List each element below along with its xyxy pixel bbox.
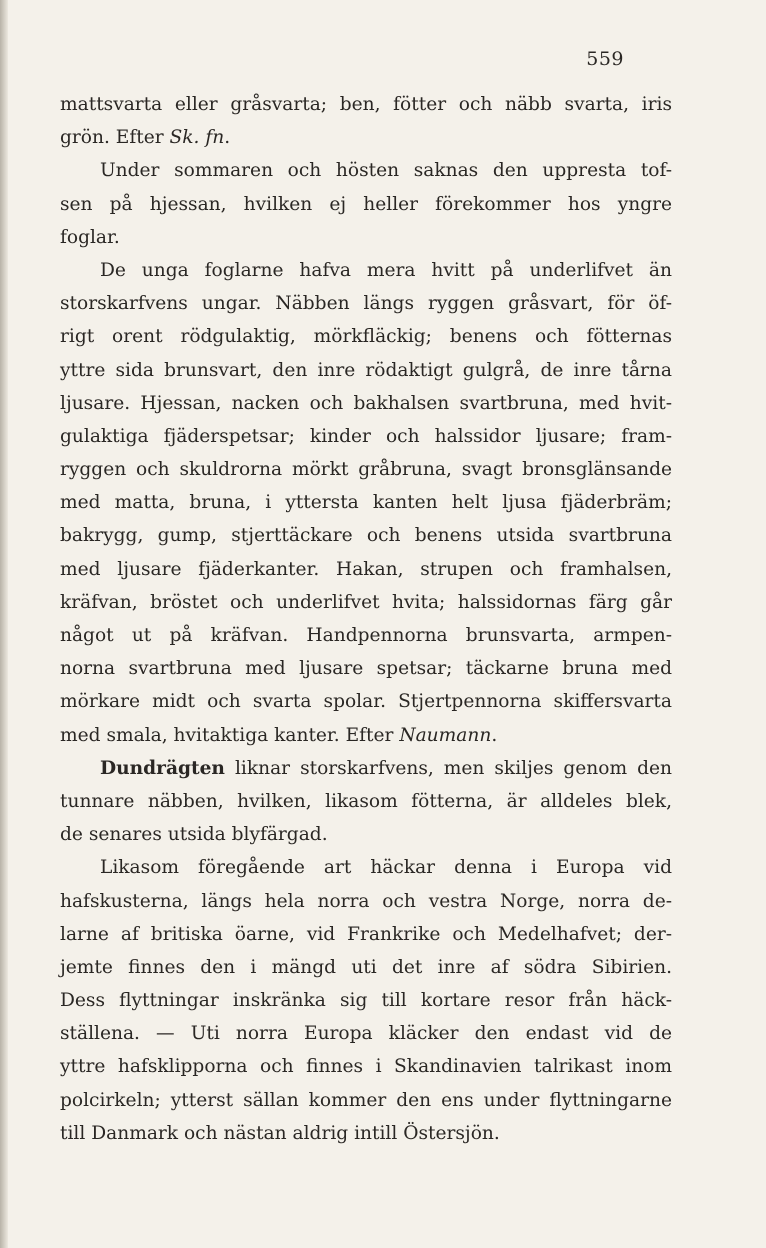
page-binding-edge <box>0 0 8 1248</box>
text-line: grön. Efter Sk. fn. <box>60 127 231 149</box>
text-line: med ljusare fjäderkanter. Hakan, strupen och framhalsen, <box>60 558 672 580</box>
body-text <box>60 88 672 1150</box>
text-line: storskarfvens ungar. Näbben längs ryggen gråsvart, för öf- <box>60 293 672 315</box>
text-line: de senares utsida blyfärgad. <box>60 824 328 846</box>
text-line: bakrygg, gump, stjerttäckare och benens utsida svartbruna <box>60 525 672 547</box>
text-line: mattsvarta eller gråsvarta; ben, fötter och näbb svarta, iris <box>60 94 672 115</box>
text-line: mörkare midt och svarta spolar. Stjertpennorna skiffersvarta <box>60 691 672 713</box>
text-line: De unga foglarne hafva mera hvitt på underlifvet än <box>100 259 672 281</box>
text-line: jemte finnes den i mängd uti det inre af södra Sibirien. <box>60 956 672 978</box>
citation-sk-fn: Sk. fn <box>169 127 225 149</box>
text-line: ljusare. Hjessan, nacken och bakhalsen svartbruna, med hvit- <box>60 392 672 414</box>
text-line: Likasom föregående art häckar denna i Europa vid <box>100 857 672 879</box>
text-line: något ut på kräfvan. Handpennorna brunsvarta, armpen- <box>60 625 672 646</box>
text-line: kräfvan, bröstet och underlifvet hvita; halssidornas färg går <box>60 591 672 613</box>
section-term-dundragten: Dundrägten <box>100 757 225 779</box>
text-line: till Danmark och nästan aldrig intill Östersjön. <box>60 1122 500 1144</box>
text-line: sen på hjessan, hvilken ej heller förekommer hos yngre <box>60 193 672 215</box>
text-line: med matta, bruna, i yttersta kanten helt ljusa fjäderbräm; <box>60 492 672 514</box>
text-line: Dess flyttningar inskränka sig till kortare resor från häck- <box>60 990 672 1012</box>
text-line: rigt orent rödgulaktig, mörkfläckig; benens och fötternas <box>60 326 672 348</box>
text-line: ryggen och skuldrorna mörkt gråbruna, svagt bronsglänsande <box>60 459 672 481</box>
text-line: med smala, hvitaktiga kanter. Efter Naumann. <box>60 724 498 746</box>
citation-naumann: Naumann <box>399 724 492 746</box>
text-line: hafskusterna, längs hela norra och vestra Norge, norra de- <box>60 890 672 912</box>
text-line: ställena. — Uti norra Europa kläcker den endast vid de <box>60 1023 672 1045</box>
text-line: yttre hafsklipporna och finnes i Skandinavien talrikast inom <box>60 1056 672 1078</box>
text-line: larne af britiska öarne, vid Frankrike och Medelhafvet; der- <box>60 923 672 945</box>
text-line: norna svartbruna med ljusare spetsar; täckarne bruna med <box>60 658 672 680</box>
text-line: foglar. <box>60 226 120 248</box>
text-line: gulaktiga fjäderspetsar; kinder och halssidor ljusare; fram- <box>60 425 672 447</box>
page-number: 559 <box>586 48 624 70</box>
text-line: Dundrägten liknar storskarfvens, men skiljes genom den <box>100 757 672 779</box>
text-line: tunnare näbben, hvilken, likasom fötterna, är alldeles blek, <box>60 790 672 812</box>
text-line: yttre sida brunsvart, den inre rödaktigt gulgrå, de inre tårna <box>60 359 672 381</box>
text-line: Under sommaren och hösten saknas den uppresta tof- <box>100 160 672 182</box>
text-line: polcirkeln; ytterst sällan kommer den ens under flyttningarne <box>60 1089 672 1111</box>
